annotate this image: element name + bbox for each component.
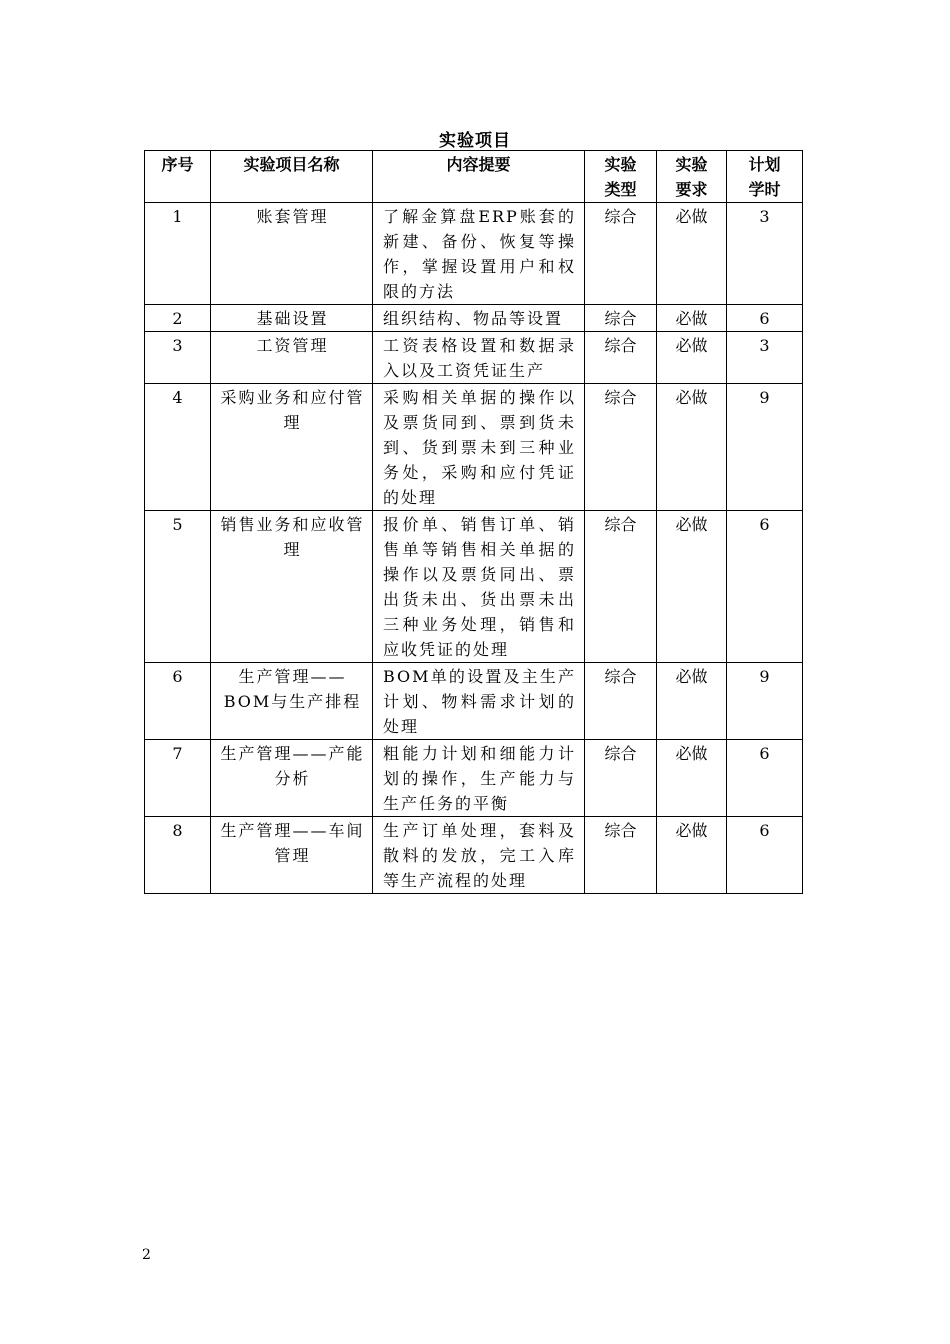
cell-type: 综合 [585, 203, 657, 305]
cell-req: 必做 [657, 203, 727, 305]
cell-req: 必做 [657, 663, 727, 740]
cell-type: 综合 [585, 511, 657, 663]
cell-req: 必做 [657, 384, 727, 511]
cell-hours: 9 [727, 384, 803, 511]
header-name: 实验项目名称 [211, 151, 373, 203]
cell-content: 了解金算盘ERP账套的新建、备份、恢复等操作，掌握设置用户和权限的方法 [373, 203, 585, 305]
cell-no: 5 [145, 511, 211, 663]
experiment-table [144, 150, 803, 894]
cell-hours: 9 [727, 663, 803, 740]
cell-content: 粗能力计划和细能力计划的操作，生产能力与生产任务的平衡 [373, 740, 585, 817]
cell-name: 采购业务和应付管理 [211, 384, 373, 511]
cell-name: 生产管理——BOM与生产排程 [211, 663, 373, 740]
table-row [145, 511, 803, 663]
cell-content: 工资表格设置和数据录入以及工资凭证生产 [373, 332, 585, 384]
cell-name: 生产管理——产能分析 [211, 740, 373, 817]
cell-no: 1 [145, 203, 211, 305]
cell-no: 8 [145, 817, 211, 894]
cell-req: 必做 [657, 305, 727, 332]
cell-content: 采购相关单据的操作以及票货同到、票到货未到、货到票未到三种业务处，采购和应付凭证的处理 [373, 384, 585, 511]
cell-req: 必做 [657, 740, 727, 817]
header-req: 实验要求 [657, 151, 727, 203]
cell-hours: 6 [727, 305, 803, 332]
table-header-row [145, 151, 803, 203]
cell-no: 2 [145, 305, 211, 332]
page-number: 2 [142, 1247, 151, 1263]
table-row [145, 663, 803, 740]
cell-content: BOM单的设置及主生产计划、物料需求计划的处理 [373, 663, 585, 740]
cell-hours: 6 [727, 740, 803, 817]
cell-no: 6 [145, 663, 211, 740]
cell-hours: 6 [727, 817, 803, 894]
header-type: 实验类型 [585, 151, 657, 203]
cell-name: 基础设置 [211, 305, 373, 332]
cell-type: 综合 [585, 384, 657, 511]
table-row [145, 332, 803, 384]
cell-type: 综合 [585, 740, 657, 817]
cell-hours: 3 [727, 203, 803, 305]
cell-req: 必做 [657, 817, 727, 894]
cell-type: 综合 [585, 332, 657, 384]
cell-name: 生产管理——车间管理 [211, 817, 373, 894]
cell-content: 组织结构、物品等设置 [373, 305, 585, 332]
header-hours: 计划学时 [727, 151, 803, 203]
cell-no: 4 [145, 384, 211, 511]
table-row [145, 740, 803, 817]
cell-hours: 6 [727, 511, 803, 663]
cell-content: 报价单、销售订单、销售单等销售相关单据的操作以及票货同出、票出货未出、货出票未出三种业务处理，销售和应收凭证的处理 [373, 511, 585, 663]
table-row [145, 203, 803, 305]
table-row [145, 305, 803, 332]
table-row [145, 384, 803, 511]
table-row [145, 817, 803, 894]
cell-type: 综合 [585, 817, 657, 894]
header-no: 序号 [145, 151, 211, 203]
cell-no: 3 [145, 332, 211, 384]
cell-no: 7 [145, 740, 211, 817]
cell-req: 必做 [657, 511, 727, 663]
cell-name: 账套管理 [211, 203, 373, 305]
header-content: 内容提要 [373, 151, 585, 203]
cell-name: 销售业务和应收管理 [211, 511, 373, 663]
cell-type: 综合 [585, 305, 657, 332]
table-caption: 实验项目 [439, 131, 511, 151]
cell-hours: 3 [727, 332, 803, 384]
cell-content: 生产订单处理，套料及散料的发放，完工入库等生产流程的处理 [373, 817, 585, 894]
cell-name: 工资管理 [211, 332, 373, 384]
cell-req: 必做 [657, 332, 727, 384]
cell-type: 综合 [585, 663, 657, 740]
